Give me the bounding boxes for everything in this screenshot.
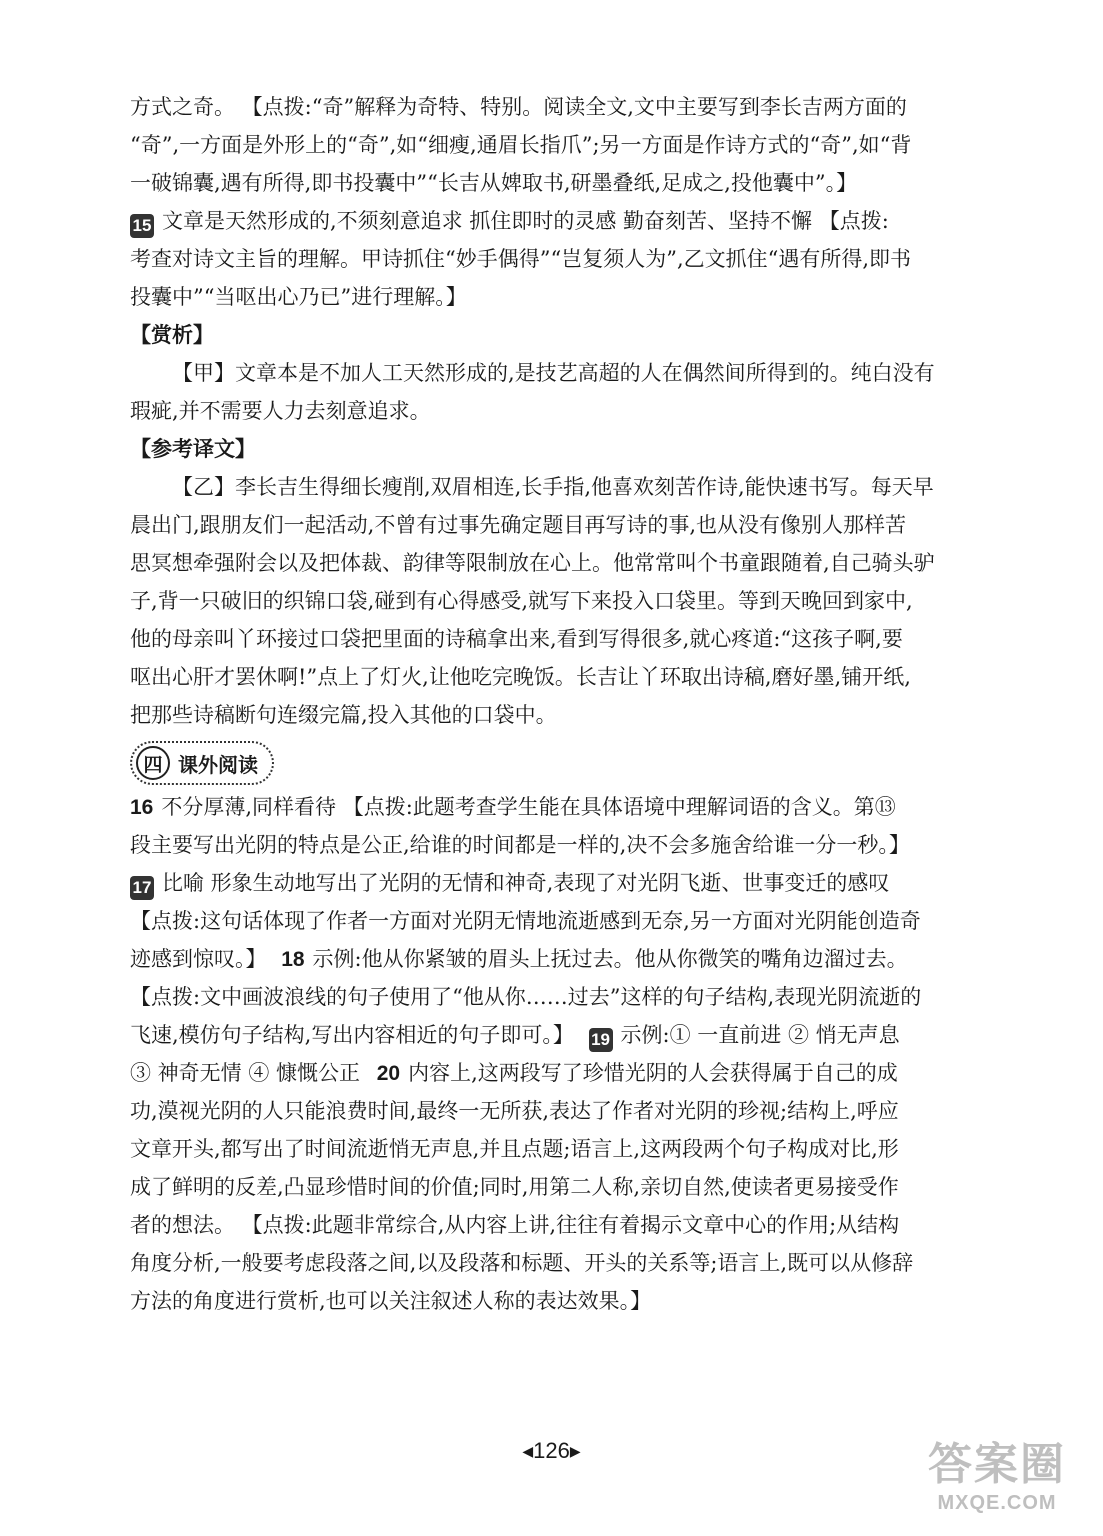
question-18 — [130, 940, 1006, 978]
text-line: 子,背一只破旧的织锦口袋,碰到有心得感受,就写下来投入口袋里。等到天晚回到家中, — [130, 589, 913, 613]
text-line: 思冥想牵强附会以及把体裁、韵律等限制放在心上。他常常叫个书童跟随着,自己骑头驴 — [130, 551, 935, 575]
text-line: 瑕疵,并不需要人力去刻意追求。 — [130, 399, 431, 423]
text-line: 投囊中”“当呕出心乃已”进行理解。】 — [130, 285, 467, 309]
triangle-right-icon: ▶ — [569, 1443, 581, 1459]
text-line: 晨出门,跟朋友们一起活动,不曾有过事先确定题目再写诗的事,也从没有像别人那样苦 — [130, 513, 907, 537]
question-number: 19 — [589, 1028, 613, 1052]
text-line: 他的母亲叫丫环接过口袋把里面的诗稿拿出来,看到写得很多,就心疼道:“这孩子啊,要 — [130, 627, 903, 651]
answer-text: 比喻 形象生动地写出了光阴的无情和神奇,表现了对光阴飞逝、世事变迁的感叹 — [162, 871, 890, 895]
text-line: 【乙】李长吉生得细长瘦削,双眉相连,长手指,他喜欢刻苦作诗,能快速书写。每天早 — [172, 475, 934, 499]
question-19 — [130, 1016, 1006, 1054]
watermark-url: MXQE.COM — [937, 1492, 1057, 1514]
answer-text: 不分厚薄,同样看待 【点拨:此题考查学生能在具体语境中理解词语的含义。第⑬ — [161, 795, 896, 819]
text-line: 段主要写出光阴的特点是公正,给谁的时间都是一样的,决不会多施舍给谁一分一秒。】 — [130, 833, 910, 857]
triangle-left-icon: ◀ — [522, 1443, 534, 1459]
text-line: 成了鲜明的反差,凸显珍惜时间的价值;同时,用第二人称,亲切自然,使读者更易接受作 — [130, 1175, 899, 1199]
text-line: 方法的角度进行赏析,也可以关注叙述人称的表达效果。】 — [130, 1289, 652, 1313]
text-line: 【点拨:这句话体现了作者一方面对光阴无情地流逝感到无奈,另一方面对光阴能创造奇 — [130, 909, 921, 933]
text-line: 把那些诗稿断句连缀完篇,投入其他的口袋中。 — [130, 703, 557, 727]
text-line: 角度分析,一般要考虑段落之间,以及段落和标题、开头的关系等;语言上,既可以从修辞 — [130, 1251, 914, 1275]
answer-text: 内容上,这两段写了珍惜光阴的人会获得属于自己的成 — [408, 1061, 898, 1085]
question-17 — [130, 864, 1006, 902]
page-number: 126 — [533, 1438, 570, 1463]
text-line: 【点拨:文中画波浪线的句子使用了“他从你……过去”这样的句子结构,表现光阴流逝的 — [130, 985, 922, 1009]
text-line: 一破锦囊,遇有所得,即书投囊中”“长吉从婢取书,研墨叠纸,足成之,投他囊中”。】 — [130, 171, 858, 195]
question-15 — [130, 202, 1006, 240]
question-20 — [130, 1054, 1006, 1092]
watermark-text: 答案圈 — [928, 1440, 1066, 1489]
answer-text: ③ 神奇无情 ④ 慷慨公正 — [130, 1061, 361, 1085]
text-line: 呕出心肝才罢休啊!”点上了灯火,让他吃完晚饭。长吉让丫环取出诗稿,磨好墨,铺开纸, — [130, 665, 911, 689]
section-title: 课外阅读 — [178, 752, 258, 777]
text-line: “奇”,一方面是外形上的“奇”,如“细瘦,通眉长指爪”;另一方面是作诗方式的“奇”,如“背 — [130, 133, 912, 157]
heading-shangxi: 【赏析】 — [130, 323, 214, 347]
section-header — [130, 742, 1006, 784]
text-line: 【甲】文章本是不加人工天然形成的,是技艺高超的人在偶然间所得到的。纯白没有 — [172, 361, 935, 385]
question-number: 17 — [130, 876, 154, 900]
text-line: 功,漠视光阴的人只能浪费时间,最终一无所获,表达了作者对光阴的珍视;结构上,呼应 — [130, 1099, 899, 1123]
heading-cankao: 【参考译文】 — [130, 437, 256, 461]
text-line: 文章开头,都写出了时间流逝悄无声息,并且点题;语言上,这两段两个句子构成对比,形 — [130, 1137, 899, 1161]
section-number: 四 — [136, 746, 170, 780]
answer-text: 飞速,模仿句子结构,写出内容相近的句子即可。】 — [130, 1023, 574, 1047]
text-line: 考查对诗文主旨的理解。甲诗抓住“妙手偶得”“岂复须人为”,乙文抓住“遇有所得,即书 — [130, 247, 912, 271]
answer-text: 示例:① 一直前进 ② 悄无声息 — [620, 1023, 900, 1047]
watermark-logo — [907, 1438, 1087, 1528]
question-number: 15 — [130, 214, 154, 238]
question-16 — [130, 788, 1006, 826]
question-number: 18 — [281, 948, 305, 971]
answer-text: 文章是天然形成的,不须刻意追求 抓住即时的灵感 勤奋刻苦、坚持不懈 【点拨: — [162, 209, 889, 233]
text-line: 方式之奇。 【点拨:“奇”解释为奇特、特别。阅读全文,文中主要写到李长吉两方面的 — [130, 95, 907, 119]
question-number: 20 — [376, 1062, 401, 1085]
answer-page — [130, 88, 1006, 1320]
question-number: 16 — [130, 796, 154, 819]
section-badge — [130, 741, 274, 785]
answer-text: 迹感到惊叹。】 — [130, 947, 267, 971]
answer-text: 示例:他从你紧皱的眉头上抚过去。他从你微笑的嘴角边溜过去。 — [312, 947, 908, 971]
text-line: 者的想法。 【点拨:此题非常综合,从内容上讲,往往有着揭示文章中心的作用;从结构 — [130, 1213, 900, 1237]
